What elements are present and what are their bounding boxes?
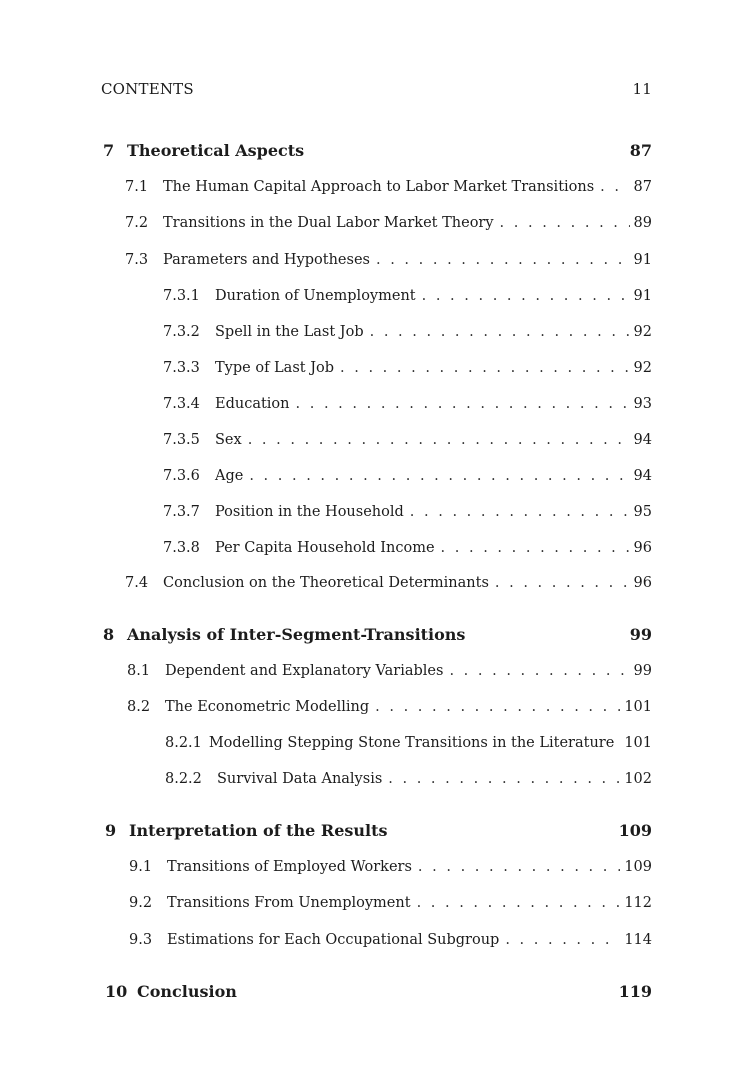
subsection-number: 7.3.1 [163, 288, 200, 304]
subsection-title: Survival Data Analysis [217, 771, 383, 787]
toc-section-7-4[interactable] [125, 573, 652, 593]
toc-subsection-7-3-1[interactable] [163, 286, 652, 306]
section-number: 9.1 [129, 859, 153, 875]
section-page: 109 [624, 859, 652, 875]
chapter-number: 10 [105, 982, 128, 1001]
dot-leader [370, 322, 630, 342]
section-page: 112 [624, 895, 652, 911]
section-title: Transitions of Employed Workers [167, 859, 412, 875]
section-title: The Human Capital Approach to Labor Market Transitions [163, 179, 595, 195]
section-page: 89 [633, 215, 652, 231]
subsection-number: 7.3.2 [163, 324, 200, 340]
section-title: Parameters and Hypotheses [163, 252, 370, 268]
chapter-title: Conclusion [137, 982, 237, 1001]
toc-subsection-7-3-6[interactable] [163, 466, 652, 486]
section-page: 96 [633, 575, 652, 591]
section-title: Transitions From Unemployment [167, 895, 411, 911]
chapter-number: 7 [103, 141, 115, 160]
dot-leader [249, 466, 629, 486]
dot-leader [495, 573, 630, 593]
toc-section-8-1[interactable] [127, 661, 652, 681]
dot-leader [376, 250, 630, 270]
section-number: 7.3 [125, 252, 149, 268]
toc-section-7-2[interactable] [125, 213, 652, 233]
subsection-number: 8.2.1 [165, 735, 202, 751]
running-head-title: CONTENTS [101, 80, 194, 98]
subsection-title: Modelling Stepping Stone Transitions in the Literature [208, 735, 615, 751]
subsection-title: Per Capita Household Income [215, 540, 435, 556]
dot-leader [296, 394, 630, 414]
dot-leader [388, 769, 620, 789]
toc-chapter-9[interactable] [105, 821, 652, 841]
section-page: 87 [633, 179, 652, 195]
dot-leader [418, 857, 620, 877]
subsection-page: 92 [633, 324, 652, 340]
section-number: 7.2 [125, 215, 149, 231]
toc-chapter-10[interactable] [105, 982, 652, 1002]
section-page: 101 [624, 699, 652, 715]
section-page: 114 [624, 932, 652, 948]
toc-chapter-8[interactable] [103, 625, 652, 645]
dot-leader [410, 502, 630, 522]
subsection-number: 7.3.7 [163, 504, 200, 520]
subsection-number: 7.3.3 [163, 360, 200, 376]
subsection-page: 94 [633, 468, 652, 484]
chapter-title: Interpretation of the Results [129, 821, 388, 840]
subsection-page: 101 [624, 735, 652, 751]
subsection-title: Position in the Household [215, 504, 404, 520]
chapter-page: 109 [618, 821, 652, 840]
subsection-page: 94 [633, 432, 652, 448]
section-page: 91 [633, 252, 652, 268]
dot-leader [417, 893, 621, 913]
toc-subsection-8-2-1[interactable] [165, 733, 652, 753]
section-title: The Econometric Modelling [165, 699, 370, 715]
subsection-title: Type of Last Job [215, 360, 335, 376]
toc-subsection-7-3-4[interactable] [163, 394, 652, 414]
running-head [101, 80, 652, 98]
subsection-title: Age [215, 468, 244, 484]
chapter-page: 119 [618, 982, 652, 1001]
toc-subsection-7-3-8[interactable] [163, 538, 652, 558]
toc-section-9-3[interactable] [129, 930, 652, 950]
section-page: 99 [633, 663, 652, 679]
toc-subsection-7-3-3[interactable] [163, 358, 652, 378]
toc-section-9-2[interactable] [129, 893, 652, 913]
dot-leader [441, 538, 630, 558]
subsection-title: Sex [215, 432, 242, 448]
toc-subsection-7-3-2[interactable] [163, 322, 652, 342]
subsection-page: 102 [624, 771, 652, 787]
toc-section-8-2[interactable] [127, 697, 652, 717]
section-number: 8.1 [127, 663, 151, 679]
section-number: 9.3 [129, 932, 153, 948]
toc-section-9-1[interactable] [129, 857, 652, 877]
subsection-number: 7.3.6 [163, 468, 200, 484]
toc-section-7-1[interactable] [125, 177, 652, 197]
chapter-number: 8 [103, 625, 115, 644]
subsection-page: 93 [633, 396, 652, 412]
section-title: Conclusion on the Theoretical Determinants [163, 575, 489, 591]
section-title: Transitions in the Dual Labor Market Theory [163, 215, 494, 231]
subsection-page: 96 [633, 540, 652, 556]
dot-leader [248, 430, 630, 450]
subsection-title: Education [215, 396, 290, 412]
dot-leader [375, 697, 620, 717]
subsection-number: 7.3.5 [163, 432, 200, 448]
subsection-number: 7.3.4 [163, 396, 200, 412]
subsection-number: 7.3.8 [163, 540, 200, 556]
section-title: Estimations for Each Occupational Subgroup [167, 932, 500, 948]
subsection-page: 91 [633, 288, 652, 304]
chapter-page: 99 [629, 625, 652, 644]
section-number: 8.2 [127, 699, 151, 715]
subsection-number: 8.2.2 [165, 771, 202, 787]
subsection-page: 92 [633, 360, 652, 376]
dot-leader [600, 177, 629, 197]
toc-subsection-7-3-7[interactable] [163, 502, 652, 522]
section-number: 7.4 [125, 575, 149, 591]
subsection-title: Spell in the Last Job [215, 324, 364, 340]
dot-leader [505, 930, 620, 950]
section-number: 7.1 [125, 179, 149, 195]
toc-subsection-7-3-5[interactable] [163, 430, 652, 450]
dot-leader [340, 358, 630, 378]
subsection-title: Duration of Unemployment [215, 288, 416, 304]
chapter-title: Theoretical Aspects [127, 141, 305, 160]
chapter-page: 87 [629, 141, 652, 160]
toc-chapter-7[interactable] [103, 141, 652, 161]
toc-section-7-3[interactable] [125, 250, 652, 270]
dot-leader [500, 213, 630, 233]
page-number: 11 [632, 80, 652, 98]
toc-subsection-8-2-2[interactable] [165, 769, 652, 789]
dot-leader [449, 661, 629, 681]
chapter-number: 9 [105, 821, 117, 840]
chapter-title: Analysis of Inter-Segment-Transitions [127, 625, 466, 644]
section-number: 9.2 [129, 895, 153, 911]
subsection-page: 95 [633, 504, 652, 520]
dot-leader [422, 286, 630, 306]
section-title: Dependent and Explanatory Variables [165, 663, 444, 679]
